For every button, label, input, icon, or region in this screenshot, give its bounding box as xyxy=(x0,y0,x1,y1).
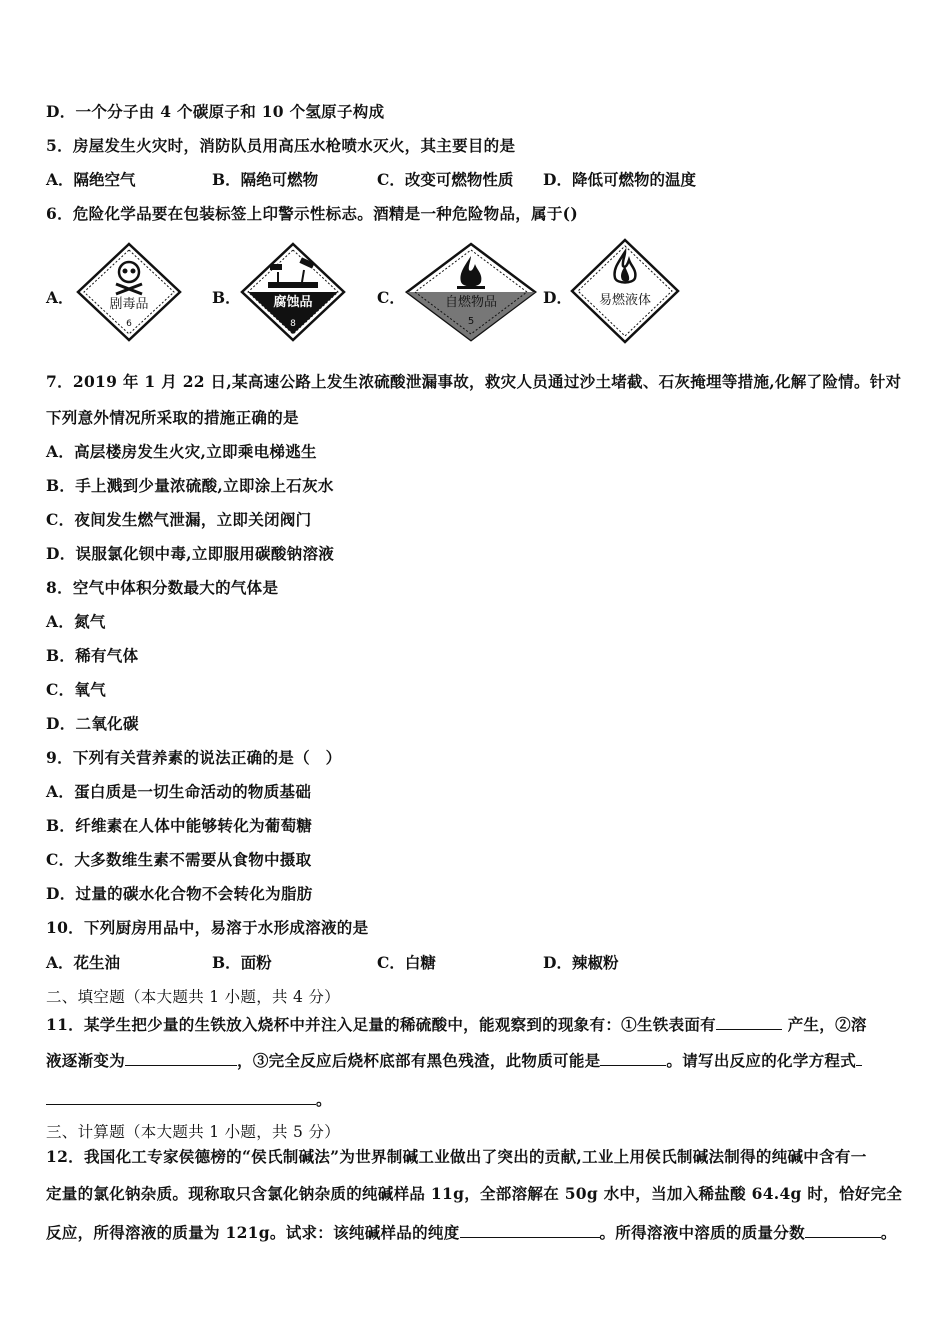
q9-stem: 9．下列有关营养素的说法正确的是（ ） xyxy=(46,748,342,767)
q8-stem: 8．空气中体积分数最大的气体是 xyxy=(46,578,279,597)
q11-blank-3[interactable] xyxy=(600,1049,666,1066)
corrosive-sign-text: 腐蚀品 xyxy=(273,295,313,310)
corrosive-sign xyxy=(240,242,346,342)
q10-stem: 10．下列厨房用品中，易溶于水形成溶液的是 xyxy=(46,918,369,937)
toxic-sign-text: 剧毒品 xyxy=(109,297,149,312)
q10-option-a: A．花生油 xyxy=(46,953,121,972)
q7-stem-line2: 下列意外情况所采取的措施正确的是 xyxy=(46,408,299,427)
q9-option-b: B．纤维素在人体中能够转化为葡萄糖 xyxy=(46,816,313,835)
q8-option-a: A．氮气 xyxy=(46,612,106,631)
q5-stem: 5．房屋发生火灾时，消防队员用高压水枪喷水灭火，其主要目的是 xyxy=(46,136,516,155)
q8-option-d: D．二氧化碳 xyxy=(46,714,139,733)
q9-option-a: A．蛋白质是一切生命活动的物质基础 xyxy=(46,782,312,801)
q7-option-b: B．手上溅到少量浓硫酸,立即涂上石灰水 xyxy=(46,476,334,495)
q5-option-d: D．降低可燃物的温度 xyxy=(543,170,696,189)
q12-text-c: 。 xyxy=(880,1223,897,1242)
flammable-sign-text: 易燃液体 xyxy=(598,293,652,308)
q11-blank-2[interactable] xyxy=(125,1049,237,1066)
q11-text-4: ，③完全反应后烧杯底部有黑色残渣，此物质可能是 xyxy=(237,1051,601,1070)
q5-option-c: C．改变可燃物性质 xyxy=(377,170,514,189)
q11-text-3: 液逐渐变为 xyxy=(46,1051,126,1070)
q9-option-c: C．大多数维生素不需要从食物中摄取 xyxy=(46,850,312,869)
q8-option-b: B．稀有气体 xyxy=(46,646,139,665)
q6-stem: 6．危险化学品要在包装标签上印警示性标志。酒精是一种危险物品，属于() xyxy=(46,204,578,223)
q11-blank-4[interactable] xyxy=(46,1088,316,1105)
q11-text-5: 。请写出反应的化学方程式 xyxy=(666,1051,857,1070)
q6-sign-d-letter: D． xyxy=(543,288,572,307)
spontaneous-sign-num: 5 xyxy=(467,316,475,327)
q4-option-d: D．一个分子由 4 个碳原子和 10 个氢原子构成 xyxy=(46,102,385,121)
q7-option-c: C．夜间发生燃气泄漏，立即关闭阀门 xyxy=(46,510,312,529)
toxic-sign-num: 6 xyxy=(126,319,132,329)
q12-blank-2[interactable] xyxy=(805,1221,881,1238)
q11-blank-4-start[interactable] xyxy=(856,1049,862,1066)
q7-option-d: D．误服氯化钡中毒,立即服用碳酸钠溶液 xyxy=(46,544,335,563)
q6-sign-a-letter: A． xyxy=(46,288,74,307)
q10-option-b: B．面粉 xyxy=(212,953,272,972)
spontaneous-combustion-sign xyxy=(405,242,537,342)
q12-blank-1[interactable] xyxy=(460,1221,600,1238)
q8-option-c: C．氧气 xyxy=(46,680,107,699)
q10-option-d: D．辣椒粉 xyxy=(543,953,619,972)
q11-text-1: 11．某学生把少量的生铁放入烧杯中并注入足量的稀硫酸中，能观察到的现象有：①生铁表面有 xyxy=(46,1015,716,1034)
q12-line2: 定量的氯化钠杂质。现称取只含氯化钠杂质的纯碱样品 11g，全部溶解在 50g 水中，当加入稀盐酸 64.4g 时，恰好完全 xyxy=(46,1184,903,1203)
q12-text-a: 反应，所得溶液的质量为 121g。试求：该纯碱样品的纯度 xyxy=(46,1223,460,1242)
q7-option-a: A．高层楼房发生火灾,立即乘电梯逃生 xyxy=(46,442,317,461)
corrosive-sign-num: 8 xyxy=(290,319,296,329)
q10-option-c: C．白糖 xyxy=(377,953,436,972)
q7-stem-line1: 7．2019 年 1 月 22 日,某高速公路上发生浓硫酸泄漏事故，救灾人员通过沙土堵截、石灰掩埋等措施,化解了险情。针对 xyxy=(46,372,902,391)
section-2-title: 二、填空题（本大题共 1 小题，共 4 分） xyxy=(46,988,341,1006)
q9-option-d: D．过量的碳水化合物不会转化为脂肪 xyxy=(46,884,313,903)
q12-line3 xyxy=(46,1221,897,1243)
toxic-sign xyxy=(76,242,182,342)
q6-sign-c-letter: C． xyxy=(377,288,405,307)
section-3-title: 三、计算题（本大题共 1 小题，共 5 分） xyxy=(46,1123,341,1141)
flammable-liquid-sign xyxy=(570,238,680,344)
q11-line2 xyxy=(46,1049,862,1071)
q5-option-b: B．隔绝可燃物 xyxy=(212,170,319,189)
spontaneous-sign-text: 自燃物品 xyxy=(444,295,498,310)
q11-line1 xyxy=(46,1013,867,1035)
q11-text-6: 。 xyxy=(316,1090,332,1109)
q6-sign-b-letter: B． xyxy=(212,288,241,307)
q11-line3 xyxy=(46,1088,332,1110)
q11-text-2: 产生，②溶 xyxy=(787,1015,867,1034)
q12-text-b: 。所得溶液中溶质的质量分数 xyxy=(599,1223,805,1242)
q5-option-a: A．隔绝空气 xyxy=(46,170,136,189)
q12-line1: 12．我国化工专家侯德榜的“侯氏制碱法”为世界制碱工业做出了突出的贡献,工业上用侯氏制碱法制得的纯碱中含有一 xyxy=(46,1147,867,1166)
q11-blank-1[interactable] xyxy=(716,1013,782,1030)
